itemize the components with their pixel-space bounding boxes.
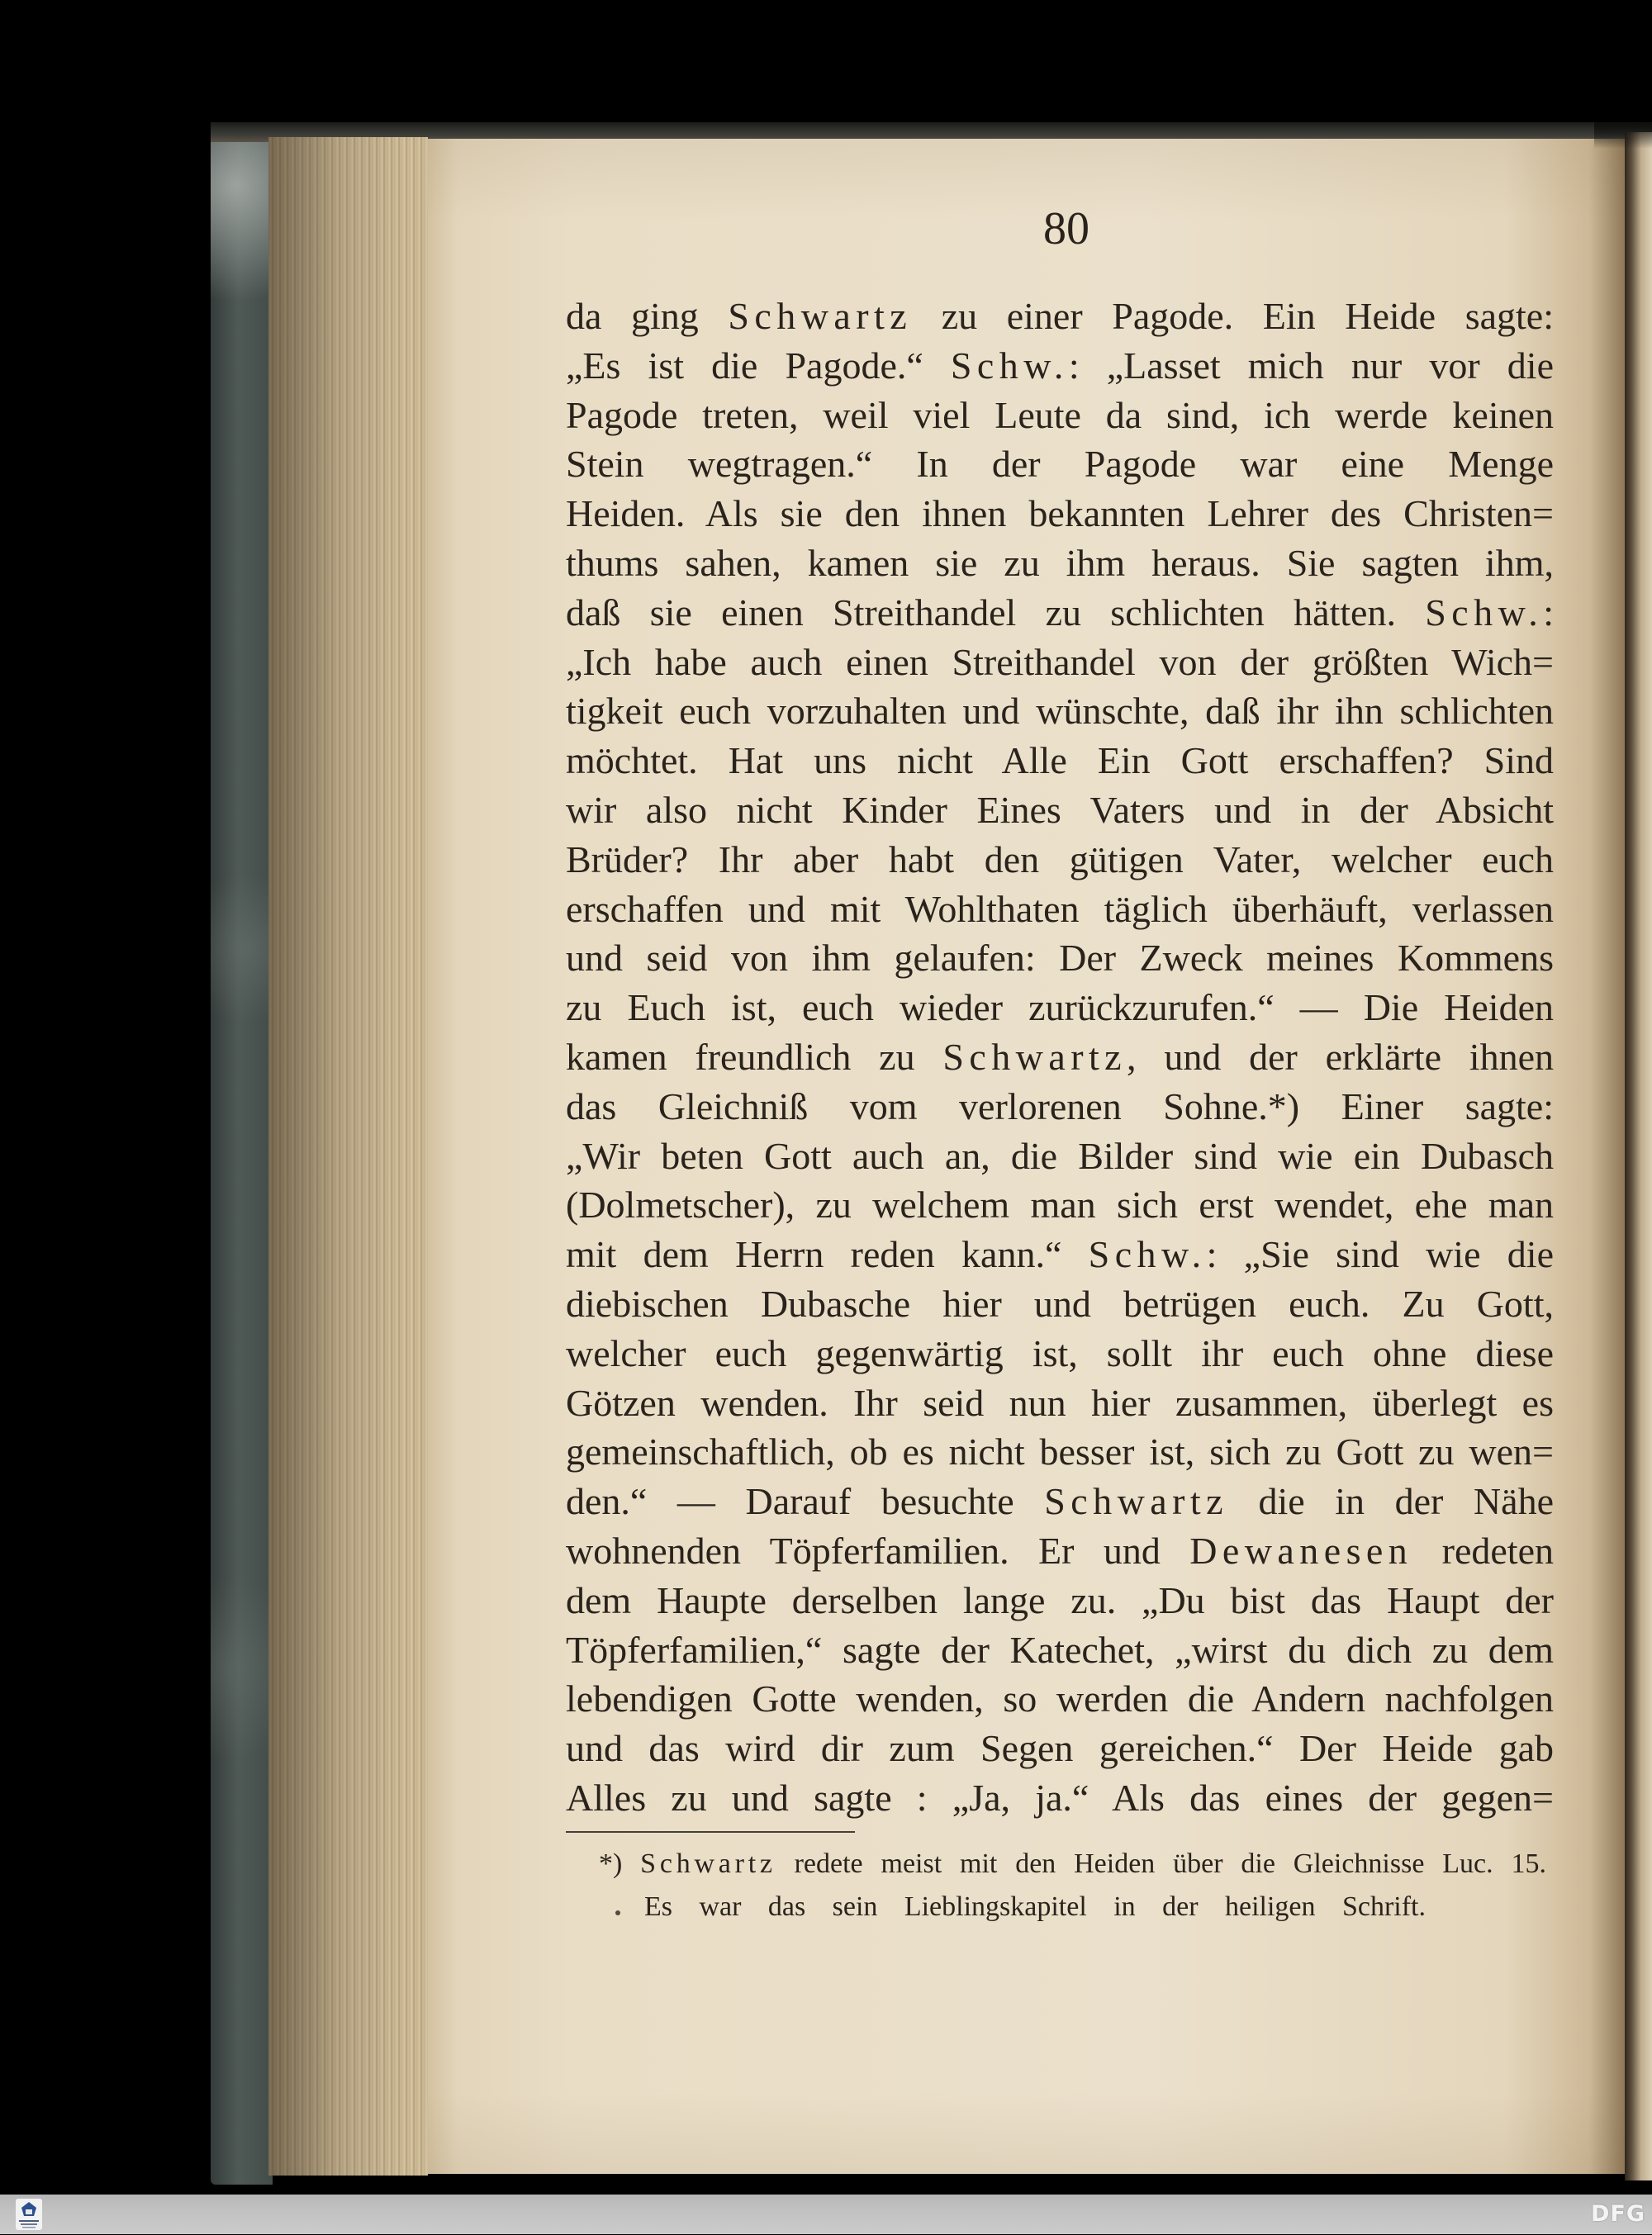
text-line — [566, 885, 1554, 934]
text-run: da ging — [566, 295, 729, 337]
text-line — [566, 439, 1554, 489]
text-run: tigkeit euch vorzuhalten und wünschte, daß ihr ihn schlichten — [566, 690, 1554, 733]
text-run: möchtet. Hat uns nicht Alle Ein Gott erschaffen? Sind — [566, 739, 1554, 782]
text-run: Stein wegtragen.“ In der Pagode war eine Menge — [566, 443, 1554, 486]
text-run: „Wir beten Gott auch an, die Bilder sind wie ein Dubasch — [566, 1134, 1554, 1177]
text-line — [566, 1773, 1554, 1823]
text-run: das Gleichniß vom verlorenen Sohne.*) Einer sagte: — [566, 1084, 1554, 1127]
text-line — [644, 1886, 1426, 1929]
text-line — [566, 1032, 1554, 1082]
text-line — [566, 539, 1554, 588]
text-run: kamen freundlich zu — [566, 1035, 943, 1078]
text-run: : „Sie sind wie die — [1206, 1233, 1554, 1276]
text-line — [566, 1230, 1554, 1279]
text-line — [566, 1329, 1554, 1378]
text-line — [566, 1724, 1554, 1773]
letterspaced-name: Schw. — [1088, 1233, 1207, 1276]
text-line — [566, 736, 1554, 785]
book-cover-board — [211, 124, 273, 2185]
text-run: Götzen wenden. Ihr seid nun hier zusammen, überlegt es — [566, 1381, 1554, 1424]
text-line — [566, 489, 1554, 539]
text-line — [566, 1625, 1554, 1675]
text-line — [566, 1477, 1554, 1526]
text-line — [566, 1132, 1554, 1181]
text-run: die in der Nähe — [1227, 1480, 1554, 1523]
page-number: 80 — [1043, 203, 1089, 254]
letterspaced-name: Schwartz — [640, 1848, 776, 1879]
text-run: , und der erklärte ihnen — [1127, 1035, 1554, 1078]
letterspaced-name: Schwartz — [942, 1035, 1127, 1078]
text-run: Pagode treten, weil viel Leute da sind, ich werde keinen — [566, 393, 1554, 436]
body-text — [566, 292, 1554, 1823]
text-line — [566, 1576, 1554, 1625]
text-line — [566, 686, 1554, 736]
text-run: den.“ — Darauf besuchte — [566, 1480, 1045, 1523]
text-run: dem Haupte derselben lange zu. „Du bist das Haupt der — [566, 1578, 1554, 1621]
letterspaced-name: Schwartz — [728, 295, 913, 337]
text-run: redete meist mit den Heiden über die Gleichnisse Luc. 15. — [776, 1848, 1546, 1879]
text-run: „Ich habe auch einen Streithandel von der größten Wich= — [566, 640, 1554, 683]
footnote-rule — [566, 1831, 855, 1833]
text-run: Es war das sein Lieblingskapitel in der heiligen Schrift. — [644, 1891, 1426, 1922]
text-line — [566, 341, 1554, 391]
text-run: welcher euch gegenwärtig ist, sollt ihr euch ohne diese — [566, 1331, 1554, 1374]
text-run: „Es ist die Pagode.“ — [566, 344, 951, 387]
letterspaced-name: Dewanesen — [1189, 1529, 1413, 1572]
text-run: Alles zu und sagte : „Ja, ja.“ Als das eines der gegen= — [566, 1776, 1554, 1819]
text-run: wir also nicht Kinder Eines Vaters und in der Absicht — [566, 788, 1554, 831]
text-line — [566, 1674, 1554, 1724]
text-run: Töpferfamilien,“ sagte der Katechet, „wirst du dich zu dem — [566, 1628, 1554, 1671]
ink-speck — [615, 1910, 620, 1915]
text-run: und das wird dir zum Segen gereichen.“ Der Heide gab — [566, 1727, 1554, 1770]
text-run: mit dem Herrn reden kann.“ — [566, 1233, 1089, 1276]
letterspaced-name: Schw. — [1425, 591, 1544, 633]
text-run: zu einer Pagode. Ein Heide sagte: — [912, 295, 1554, 337]
text-line — [566, 391, 1554, 440]
text-run: *) — [599, 1848, 641, 1879]
text-line — [566, 1279, 1554, 1329]
text-line — [566, 933, 1554, 983]
page-block-edges — [268, 137, 428, 2176]
text-line — [566, 292, 1554, 341]
viewer-footer-bar — [0, 2195, 1652, 2234]
text-run: erschaffen und mit Wohlthaten täglich überhäuft, verlassen — [566, 887, 1554, 930]
letterspaced-name: Schw. — [950, 344, 1069, 387]
spine-top-shadow — [1594, 122, 1652, 149]
text-run: lebendigen Gotte wenden, so werden die Andern nachfolgen — [566, 1677, 1554, 1720]
text-line — [566, 1526, 1554, 1576]
text-run: (Dolmetscher), zu welchem man sich erst wendet, ehe man — [566, 1184, 1554, 1227]
text-run: wohnenden Töpferfamilien. Er und — [566, 1529, 1190, 1572]
text-line — [566, 983, 1554, 1032]
text-run: redeten — [1412, 1529, 1554, 1572]
text-line — [566, 1180, 1554, 1230]
text-line — [566, 785, 1554, 835]
text-line — [566, 1378, 1554, 1428]
text-line — [566, 1427, 1554, 1477]
text-run: zu Euch ist, euch wieder zurückzurufen.“ — Die Heiden — [566, 986, 1554, 1029]
text-run: : — [1543, 591, 1554, 633]
text-run: Brüder? Ihr aber habt den gütigen Vater, welcher euch — [566, 838, 1554, 880]
text-run: daß sie einen Streithandel zu schlichten hätten. — [566, 591, 1426, 633]
text-run: : „Lasset mich nur vor die — [1068, 344, 1554, 387]
spine-shadow — [1625, 132, 1652, 2180]
text-line — [566, 638, 1554, 687]
text-line — [566, 588, 1554, 638]
library-emblem-icon — [14, 2198, 44, 2231]
letterspaced-name: Schwartz — [1044, 1480, 1228, 1523]
text-run: Heiden. Als sie den ihnen bekannten Lehrer des Christen= — [566, 492, 1554, 535]
text-line — [566, 835, 1554, 885]
book-page — [428, 139, 1625, 2174]
text-line — [566, 1082, 1554, 1132]
dfg-logo: DFG — [1590, 2201, 1645, 2227]
text-run: diebischen Dubasche hier und betrügen euch. Zu Gott, — [566, 1282, 1554, 1325]
text-run: gemeinschaftlich, ob es nicht besser ist, sich zu Gott zu wen= — [566, 1431, 1554, 1473]
text-line — [599, 1843, 1546, 1886]
text-run: thums sahen, kamen sie zu ihm heraus. Sie sagten ihm, — [566, 541, 1554, 584]
text-run: und seid von ihm gelaufen: Der Zweck meines Kommens — [566, 937, 1554, 980]
